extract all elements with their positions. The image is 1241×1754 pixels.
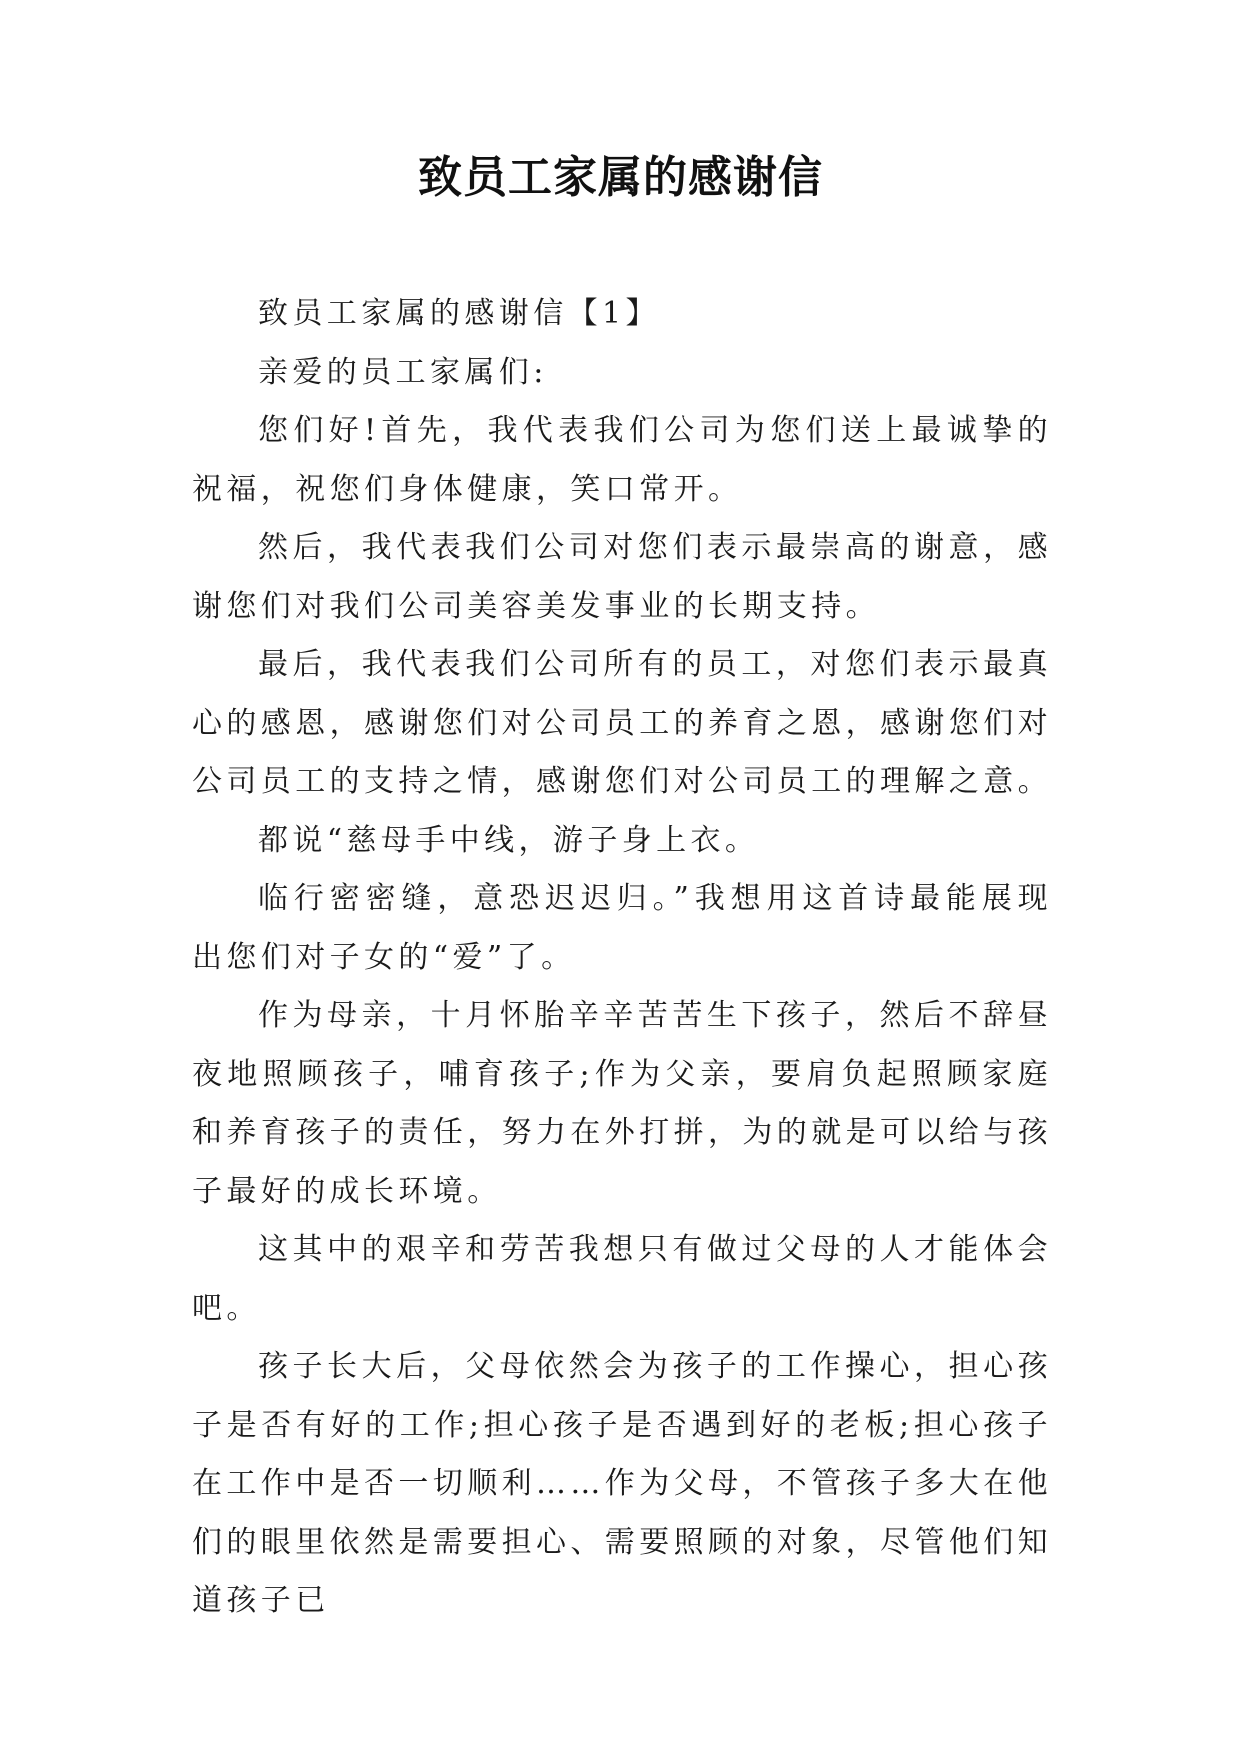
paragraph: 孩子长大后，父母依然会为孩子的工作操心，担心孩子是否有好的工作;担心孩子是否遇到好的老板;担心孩子在工作中是否一切顺利……作为父母，不管孩子多大在他们的眼里依然是需要担心、需要照顾的对象，尽管他们知道孩子已 xyxy=(192,1349,1052,1618)
paragraph: 这其中的艰辛和劳苦我想只有做过父母的人才能体会吧。 xyxy=(192,1232,1052,1326)
paragraph: 您们好!首先，我代表我们公司为您们送上最诚挚的祝福，祝您们身体健康，笑口常开。 xyxy=(192,413,1052,507)
document-body xyxy=(192,285,1052,1631)
paragraph: 临行密密缝，意恐迟迟归。”我想用这首诗最能展现出您们对子女的“爱”了。 xyxy=(192,881,1052,975)
paragraph: 作为母亲，十月怀胎辛辛苦苦生下孩子，然后不辞昼夜地照顾孩子，哺育孩子;作为父亲，要肩负起照顾家庭和养育孩子的责任，努力在外打拼，为的就是可以给与孩子最好的成长环境。 xyxy=(192,998,1052,1209)
paragraph: 然后，我代表我们公司对您们表示最崇高的谢意，感谢您们对我们公司美容美发事业的长期支持。 xyxy=(192,530,1052,624)
paragraph-heading: 致员工家属的感谢信【1】 xyxy=(258,296,660,331)
paragraph: 最后，我代表我们公司所有的员工，对您们表示最真心的感恩，感谢您们对公司员工的养育之恩，感谢您们对公司员工的支持之情，感谢您们对公司员工的理解之意。 xyxy=(192,647,1052,799)
document-title: 致员工家属的感谢信 xyxy=(418,152,823,203)
paragraph-salutation: 亲爱的员工家属们: xyxy=(258,354,548,390)
paragraph: 都说“慈母手中线，游子身上衣。 xyxy=(258,822,760,858)
